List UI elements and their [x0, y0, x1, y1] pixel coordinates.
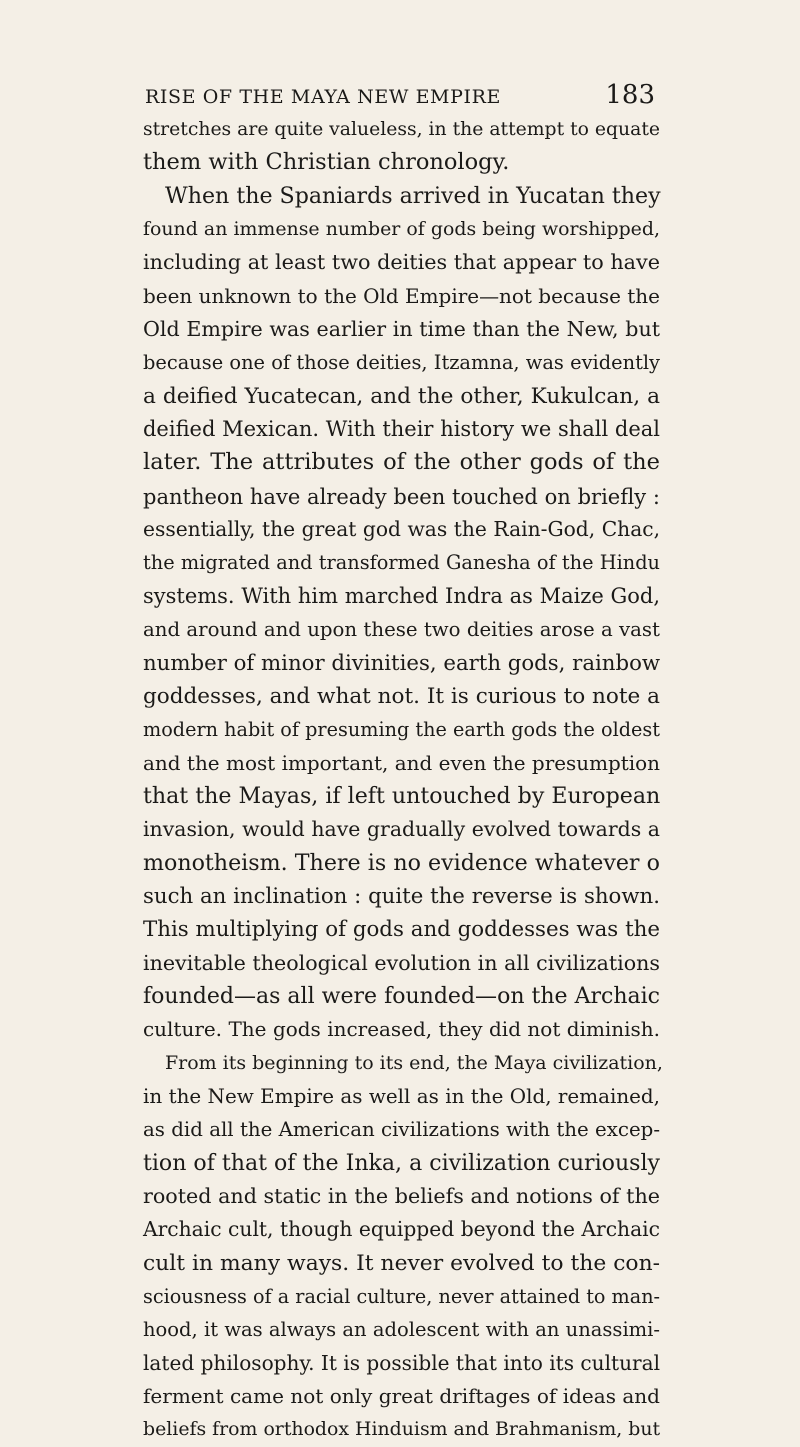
- text-line: systems. With him marched Indra as Maize God,: [143, 583, 660, 608]
- text-line: later. The attributes of the other gods of the: [143, 449, 660, 476]
- running-head-title: RISE OF THE MAYA NEW EMPIRE: [145, 86, 501, 108]
- text-line: the migrated and transformed Ganesha of the Hindu: [143, 551, 660, 575]
- text-line: culture. The gods increased, they did not diminish.: [143, 1017, 660, 1042]
- text-line: such an inclination : quite the reverse is shown.: [143, 883, 660, 909]
- text-line: This multiplying of gods and goddesses was the: [143, 917, 660, 943]
- text-line: beliefs from orthodox Hinduism and Brahmanism, but: [143, 1418, 661, 1441]
- text-line: inevitable theological evolution in all civilizations: [143, 950, 660, 975]
- text-line: ferment came not only great driftages of ideas and: [143, 1384, 660, 1409]
- text-line: From its beginning to its end, the Maya civilization,: [165, 1051, 663, 1074]
- text-line: number of minor divinities, earth gods, rainbow: [143, 650, 661, 676]
- text-line: and the most important, and even the presumption: [143, 750, 660, 775]
- body-text: [143, 113, 663, 1447]
- text-line: hood, it was always an adolescent with an unassimi-: [143, 1318, 660, 1342]
- text-line: invasion, would have gradually evolved towards a: [143, 817, 660, 842]
- text-line: because one of those deities, Itzamna, was evidently: [143, 351, 660, 375]
- text-line: as did all the American civilizations with the excep-: [143, 1118, 660, 1142]
- text-line: in the New Empire as well as in the Old, remained,: [143, 1084, 660, 1108]
- text-line: modern habit of presuming the earth gods the oldest: [143, 718, 660, 742]
- running-head: [145, 80, 655, 110]
- text-line: that the Mayas, if left untouched by European: [143, 782, 661, 809]
- text-line: monotheism. There is no evidence whatever o: [143, 849, 660, 876]
- text-line: sciousness of a racial culture, never attained to man-: [143, 1285, 661, 1309]
- text-line: stretches are quite valueless, in the attempt to equate: [143, 119, 661, 140]
- text-line: tion of that of the Inka, a civilization curiously: [143, 1150, 660, 1176]
- text-line: lated philosophy. It is possible that into its cultural: [143, 1350, 660, 1375]
- text-line: and around and upon these two deities arose a vast: [143, 618, 660, 642]
- text-line: including at least two deities that appear to have: [143, 250, 660, 275]
- text-line: a deified Yucatecan, and the other, Kukulcan, a: [143, 383, 660, 409]
- text-line: essentially, the great god was the Rain-God, Chac,: [143, 517, 660, 542]
- text-line: Archaic cult, though equipped beyond the Archaic: [143, 1217, 660, 1242]
- text-line: pantheon have already been touched on briefly :: [143, 483, 660, 509]
- text-line: been unknown to the Old Empire—not because the: [143, 283, 660, 308]
- text-line: rooted and static in the beliefs and notions of the: [143, 1184, 660, 1208]
- text-line: When the Spaniards arrived in Yucatan they: [165, 182, 661, 209]
- text-line: cult in many ways. It never evolved to the con-: [143, 1250, 660, 1276]
- page-number: 183: [605, 80, 655, 110]
- text-line: deified Mexican. With their history we shall deal: [143, 417, 660, 442]
- text-line: goddesses, and what not. It is curious to note a: [143, 683, 660, 709]
- text-line: found an immense number of gods being worshipped,: [143, 218, 660, 241]
- text-line: Old Empire was earlier in time than the New, but: [143, 317, 660, 342]
- text-line: them with Christian chronology.: [143, 149, 510, 176]
- text-line: founded—as all were founded—on the Archaic: [143, 983, 660, 1009]
